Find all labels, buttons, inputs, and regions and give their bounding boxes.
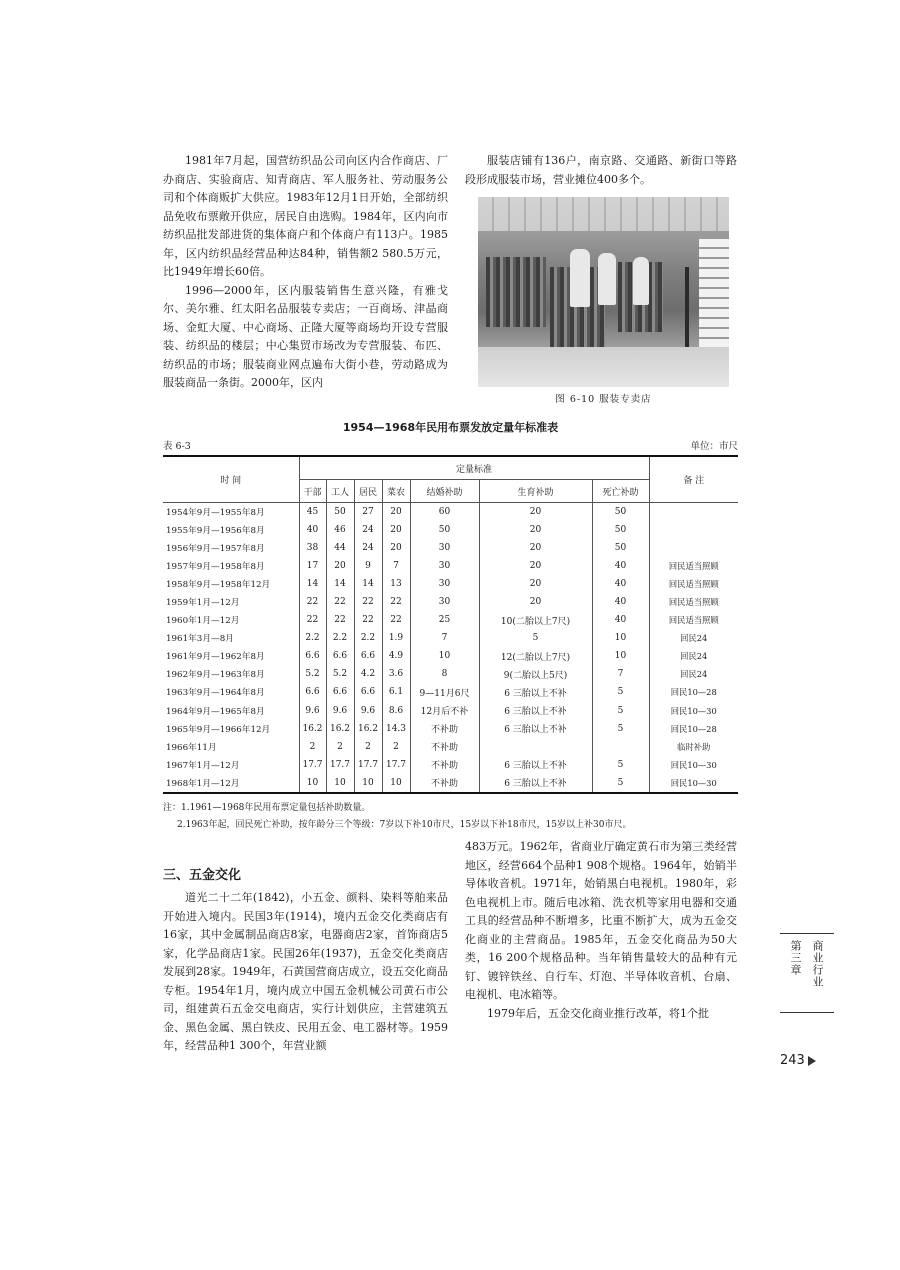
table-cell: 8.6	[382, 702, 410, 720]
table-cell: 10	[382, 774, 410, 793]
table-cell: 30	[410, 593, 479, 611]
table-cell: 20	[326, 557, 354, 575]
paragraph-hardware-history: 道光二十二年(1842)，小五金、颜料、染料等舶来品开始进入境内。民国3年(1914)，境内五金交化类商店有16家，其中金属制品商店8家，电器商店2家，首饰商店5家，化学品商店1家。民国26年(1937)，五金交化类商店发展到28家。1949年，石黄国营商店成立，设五交化商品专柜。1954年1月，境内成立中国五金机械公司黄石市公司，组建黄石五金交电商店，实行计划供应，主营建筑五金、黑色金属、黑白铁皮、民用五金、电工器材等。1959年，经营品种1 300个，年营业额	[163, 891, 448, 1052]
table-cell: 14	[354, 575, 382, 593]
table-cell: 17.7	[326, 756, 354, 774]
table-cell: 22	[354, 593, 382, 611]
table-cell: 1963年9月—1964年8月	[163, 683, 299, 701]
table-cell: 50	[592, 539, 649, 557]
table-note-1: 注：1.1961—1968年民用布票定量包括补助数量。	[163, 803, 371, 813]
table-cell: 1955年9月—1956年8月	[163, 521, 299, 539]
table-cell: 回民24	[649, 647, 738, 665]
table-id: 表 6-3	[163, 441, 191, 452]
paragraph-clothing-stores: 服装店铺有136户，南京路、交通路、新街口等路段形成服装市场，营业摊位400多个。	[465, 154, 737, 186]
paragraph-hardware-continued: 483万元。1962年，省商业厅确定黄石市为第三类经营地区，经营664个品种1 908个规格。1964年，始销半导体收音机。1971年，始销黑白电视机。1980年，彩色电视机上市。随后电冰箱、洗衣机等家用电器和交通工具的经营品种不断增多，比重不断扩大，成为五金交化商业的主营商品。1985年，五金交化商品为50大类，16 200个规格品种。当年销售量较大的品种有元钉、镀锌铁丝、自行车、灯泡、半导体收音机、台扇、电视机、电冰箱等。	[465, 840, 737, 1001]
table-cell: 1967年1月—12月	[163, 756, 299, 774]
header-quota-standard: 定量标准	[299, 456, 649, 480]
header-time: 时 间	[163, 456, 299, 503]
table-cell: 不补助	[410, 756, 479, 774]
table-cell: 9(二胎以上5尺)	[479, 665, 592, 683]
table-cell: 2.2	[299, 629, 326, 647]
table-cell: 6 三胎以上不补	[479, 702, 592, 720]
table-cell: 22	[299, 593, 326, 611]
table-cell: 10(二胎以上7尺)	[479, 611, 592, 629]
table-cell: 9.6	[299, 702, 326, 720]
table-cell: 16.2	[299, 720, 326, 738]
header-worker: 工人	[326, 480, 354, 503]
table-cell: 回民10—28	[649, 683, 738, 701]
table-cell: 3.6	[382, 665, 410, 683]
header-birth-subsidy: 生育补助	[479, 480, 592, 503]
table-cell: 10	[592, 647, 649, 665]
table-cell: 1.9	[382, 629, 410, 647]
table-cell: 2	[382, 738, 410, 756]
table-cell: 不补助	[410, 720, 479, 738]
table-cell: 1959年1月—12月	[163, 593, 299, 611]
table-cell: 1956年9月—1957年8月	[163, 539, 299, 557]
right-column-bottom	[465, 838, 737, 1023]
page-arrow-icon	[808, 1056, 816, 1066]
table-cell: 5	[479, 629, 592, 647]
table-cell: 13	[382, 575, 410, 593]
table-cell: 8	[410, 665, 479, 683]
table-row	[163, 720, 738, 738]
table-row	[163, 629, 738, 647]
table-cell: 6 三胎以上不补	[479, 774, 592, 793]
table-cell: 5	[592, 720, 649, 738]
table-cell	[592, 738, 649, 756]
table-row	[163, 738, 738, 756]
table-cell: 20	[479, 539, 592, 557]
table-row	[163, 503, 738, 522]
table-cell: 7	[382, 557, 410, 575]
table-cell: 2	[299, 738, 326, 756]
table-cell: 45	[299, 503, 326, 522]
table-cell: 回民24	[649, 665, 738, 683]
table-cell: 24	[354, 539, 382, 557]
table-cell: 1966年11月	[163, 738, 299, 756]
table-cell: 12月后不补	[410, 702, 479, 720]
table-cell: 60	[410, 503, 479, 522]
table-cell: 1954年9月—1955年8月	[163, 503, 299, 522]
table-cell: 1964年9月—1965年8月	[163, 702, 299, 720]
chapter-number: 第三章	[789, 940, 802, 976]
table-row	[163, 593, 738, 611]
table-row	[163, 521, 738, 539]
table-cell: 20	[479, 575, 592, 593]
table-cell: 5.2	[299, 665, 326, 683]
table-cell: 1960年1月—12月	[163, 611, 299, 629]
table-cell: 6 三胎以上不补	[479, 683, 592, 701]
table-cell: 9	[354, 557, 382, 575]
table-cell: 20	[382, 521, 410, 539]
table-cell: 10	[592, 629, 649, 647]
table-cell: 4.9	[382, 647, 410, 665]
table-cell: 7	[410, 629, 479, 647]
table-row	[163, 647, 738, 665]
cloth-ration-table	[163, 455, 738, 794]
table-cell: 回民24	[649, 629, 738, 647]
table-cell: 1968年1月—12月	[163, 774, 299, 793]
table-row	[163, 702, 738, 720]
table-cell: 6.6	[354, 683, 382, 701]
chapter-side-tab	[780, 933, 834, 1013]
table-cell: 44	[326, 539, 354, 557]
header-death-subsidy: 死亡补助	[592, 480, 649, 503]
table-cell: 38	[299, 539, 326, 557]
right-column-top	[465, 152, 737, 189]
table-cell: 46	[326, 521, 354, 539]
table-cell: 6 三胎以上不补	[479, 720, 592, 738]
table-cell	[649, 521, 738, 539]
left-column-bottom	[163, 866, 448, 1056]
clothing-store-photo	[478, 197, 729, 387]
table-cell: 20	[479, 521, 592, 539]
table-cell: 回民10—30	[649, 702, 738, 720]
table-cell: 1958年9月—1958年12月	[163, 575, 299, 593]
table-cell: 1961年9月—1962年8月	[163, 647, 299, 665]
table-cell: 17.7	[299, 756, 326, 774]
table-cell: 6.1	[382, 683, 410, 701]
table-cell: 回民适当照顾	[649, 557, 738, 575]
table-cell: 1965年9月—1966年12月	[163, 720, 299, 738]
paragraph-clothing-sales: 1996—2000年，区内服装销售生意兴隆，有雅戈尔、美尔雅、红太阳名品服装专卖店；一百商场、津晶商场、金虹大厦、中心商场、正隆大厦等商场均开设专营服装、纺织品的楼层；中心集贸市场改为专营服装、布匹、纺织品的市场；服装商业网点遍布大街小巷，劳动路成为服装商品一条街。2000年，区内	[163, 283, 448, 389]
table-cell: 40	[592, 611, 649, 629]
table-cell: 22	[382, 593, 410, 611]
paragraph-textile-supply: 1981年7月起，国营纺织品公司向区内合作商店、厂办商店、实验商店、知青商店、军人服务社、劳动服务公司和个体商贩扩大供应。1983年12月1日开始，全部纺织品免收布票敞开供应，居民自由选购。1984年，区内向市纺织品批发部进货的集体商户和个体商户有113户。1985年，区内纺织品经营品种达84种，销售额2 580.5万元，比1949年增长60倍。	[163, 154, 448, 278]
table-cell: 20	[479, 593, 592, 611]
table-cell: 不补助	[410, 774, 479, 793]
table-note-2: 2.1963年起，回民死亡补助，按年龄分三个等级：7岁以下补10市尺，15岁以下补18市尺，15岁以上补30市尺。	[177, 820, 632, 830]
table-cell: 2.2	[354, 629, 382, 647]
table-notes	[163, 800, 763, 834]
table-cell: 不补助	[410, 738, 479, 756]
table-cell: 2	[326, 738, 354, 756]
table-cell: 5.2	[326, 665, 354, 683]
header-cadre: 干部	[299, 480, 326, 503]
table-cell: 2.2	[326, 629, 354, 647]
table-cell: 22	[326, 611, 354, 629]
table-cell: 50	[326, 503, 354, 522]
table-row	[163, 774, 738, 793]
figure-caption: 图 6-10 服装专卖店	[555, 394, 652, 405]
table-cell: 20	[382, 503, 410, 522]
table-cell: 22	[299, 611, 326, 629]
table-cell: 22	[382, 611, 410, 629]
table-cell: 17.7	[382, 756, 410, 774]
table-cell: 6.6	[326, 683, 354, 701]
table-cell: 2	[354, 738, 382, 756]
table-cell: 50	[410, 521, 479, 539]
table-row	[163, 665, 738, 683]
table-cell: 10	[326, 774, 354, 793]
table-cell	[649, 539, 738, 557]
table-cell: 14.3	[382, 720, 410, 738]
section-heading: 三、五金交化	[163, 868, 242, 883]
table-cell: 7	[592, 665, 649, 683]
table-row	[163, 539, 738, 557]
table-cell: 回民适当照顾	[649, 575, 738, 593]
header-vegetable-farmer: 菜农	[382, 480, 410, 503]
table-cell: 20	[382, 539, 410, 557]
table-cell: 临时补助	[649, 738, 738, 756]
table-cell	[479, 738, 592, 756]
table-row	[163, 557, 738, 575]
table-cell	[649, 503, 738, 522]
table-cell: 6.6	[354, 647, 382, 665]
table-cell: 6.6	[326, 647, 354, 665]
table-cell: 1961年3月—8月	[163, 629, 299, 647]
table-cell: 16.2	[354, 720, 382, 738]
table-cell: 12(二胎以上7尺)	[479, 647, 592, 665]
header-resident: 居民	[354, 480, 382, 503]
table-cell: 回民10—30	[649, 774, 738, 793]
table-cell: 回民适当照顾	[649, 593, 738, 611]
table-cell: 5	[592, 702, 649, 720]
table-cell: 17	[299, 557, 326, 575]
chapter-title: 商业行业	[811, 940, 824, 988]
paragraph-hardware-reform: 1979年后，五金交化商业推行改革，将1个批	[487, 1006, 709, 1020]
table-row	[163, 756, 738, 774]
table-cell: 6.6	[299, 647, 326, 665]
header-marriage-subsidy: 结婚补助	[410, 480, 479, 503]
table-cell: 27	[354, 503, 382, 522]
table-cell: 回民10—28	[649, 720, 738, 738]
table-cell: 1957年9月—1958年8月	[163, 557, 299, 575]
table-cell: 40	[592, 575, 649, 593]
table-cell: 9.6	[326, 702, 354, 720]
table-cell: 25	[410, 611, 479, 629]
table-cell: 1962年9月—1963年8月	[163, 665, 299, 683]
table-cell: 40	[592, 593, 649, 611]
table-row	[163, 683, 738, 701]
table-cell: 40	[299, 521, 326, 539]
table-cell: 24	[354, 521, 382, 539]
table-cell: 10	[354, 774, 382, 793]
table-cell: 6.6	[299, 683, 326, 701]
table-cell: 9—11月6尺	[410, 683, 479, 701]
table-cell: 16.2	[326, 720, 354, 738]
table-cell: 9.6	[354, 702, 382, 720]
table-cell: 5	[592, 683, 649, 701]
page-number: 243	[780, 1053, 805, 1068]
table-cell: 10	[299, 774, 326, 793]
left-column-top	[163, 152, 448, 393]
table-cell: 50	[592, 521, 649, 539]
table-cell: 6 三胎以上不补	[479, 756, 592, 774]
table-cell: 4.2	[354, 665, 382, 683]
table-cell: 40	[592, 557, 649, 575]
table-cell: 50	[592, 503, 649, 522]
table-cell: 30	[410, 557, 479, 575]
table-cell: 20	[479, 557, 592, 575]
table-cell: 22	[326, 593, 354, 611]
header-remarks: 备 注	[649, 456, 738, 503]
table-title: 1954—1968年民用布票发放定量年标准表	[342, 421, 559, 434]
table-cell: 20	[479, 503, 592, 522]
table-cell: 30	[410, 539, 479, 557]
table-row	[163, 575, 738, 593]
table-cell: 17.7	[354, 756, 382, 774]
table-cell: 14	[326, 575, 354, 593]
table-cell: 5	[592, 774, 649, 793]
table-row	[163, 611, 738, 629]
table-cell: 22	[354, 611, 382, 629]
table-cell: 14	[299, 575, 326, 593]
table-cell: 5	[592, 756, 649, 774]
table-unit: 单位：市尺	[690, 441, 738, 452]
table-cell: 10	[410, 647, 479, 665]
table-cell: 回民10—30	[649, 756, 738, 774]
table-cell: 30	[410, 575, 479, 593]
table-cell: 回民适当照顾	[649, 611, 738, 629]
